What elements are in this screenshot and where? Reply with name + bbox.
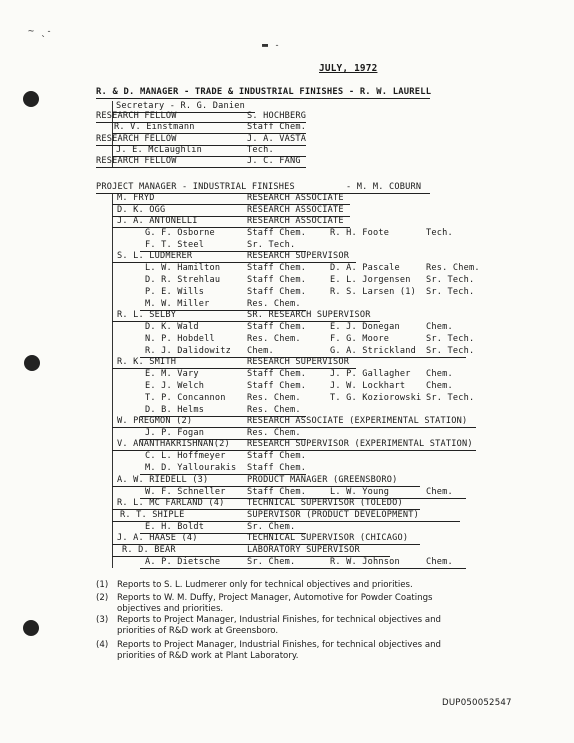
org-entry: T. G. Koziorowski	[330, 393, 422, 403]
org-entry: A. P. Dietsche	[145, 557, 221, 567]
org-entry: C. L. Hoffmeyer	[145, 451, 226, 461]
org-entry: J. C. FANG	[247, 156, 301, 166]
org-entry: G. F. Osborne	[145, 228, 215, 238]
org-entry: Chem.	[426, 487, 453, 497]
footnote-number: (1)	[96, 580, 109, 590]
org-entry: V. ANANTHAKRISHNAN(2)	[117, 439, 230, 449]
org-entry: Sr. Chem.	[247, 522, 296, 532]
org-entry: R. L. SELBY	[117, 310, 177, 320]
org-entry: P. E. Wills	[145, 287, 205, 297]
org-entry: R. H. Foote	[330, 228, 390, 238]
org-entry: E. L. Jorgensen	[330, 275, 411, 285]
org-entry: D. R. Strehlau	[145, 275, 221, 285]
org-entry: Chem.	[426, 381, 453, 391]
org-entry: M. W. Miller	[145, 299, 210, 309]
org-entry: M. FRYD	[117, 193, 155, 203]
org-entry: Res. Chem.	[247, 334, 301, 344]
org-entry: S. L. LUDMERER	[117, 251, 193, 261]
org-entry: Staff Chem.	[247, 122, 307, 132]
org-entry: L. W. Young	[330, 487, 390, 497]
manager-underline	[96, 98, 430, 99]
footnote-number: (4)	[96, 640, 109, 650]
org-entry: Sr. Tech.	[426, 334, 475, 344]
org-entry: RESEARCH SUPERVISOR	[247, 251, 350, 261]
footnote-number: (2)	[96, 593, 109, 603]
scan-mark-top-left: ~ ˎ˗	[28, 26, 53, 37]
org-entry: Sr. Tech.	[426, 275, 475, 285]
footnote-text: Reports to S. L. Ludmerer only for technical objectives and priorities.	[117, 580, 413, 590]
org-entry: Chem.	[426, 557, 453, 567]
org-entry: Res. Chem.	[247, 405, 301, 415]
org-entry: Staff Chem.	[247, 287, 307, 297]
org-entry: G. A. Strickland	[330, 346, 416, 356]
org-entry: RESEARCH SUPERVISOR (EXPERIMENTAL STATION)	[247, 439, 473, 449]
org-entry: Staff Chem.	[247, 487, 307, 497]
footnote-text: Reports to Project Manager, Industrial Finishes, for technical objectives and priorities of R&D work at Plant Laboratory.	[117, 640, 441, 661]
document-date: JULY, 1972	[319, 63, 378, 74]
org-entry: Staff Chem.	[247, 275, 307, 285]
org-entry: L. W. Hamilton	[145, 263, 221, 273]
org-entry: E. M. Vary	[145, 369, 199, 379]
org-entry: R. D. BEAR	[122, 545, 176, 555]
org-entry: R. J. Dalidowitz	[145, 346, 231, 356]
org-entry: J. A. ANTONELLI	[117, 216, 198, 226]
org-entry: Sr. Tech.	[247, 240, 296, 250]
org-entry: R. K. SMITH	[117, 357, 177, 367]
row-underline	[96, 167, 306, 168]
org-entry: PROJECT MANAGER - INDUSTRIAL FINISHES	[96, 182, 295, 192]
org-entry: W. F. Schneller	[145, 487, 226, 497]
org-entry: Sr. Tech.	[426, 393, 475, 403]
org-entry: D. K. Wald	[145, 322, 199, 332]
org-entry: Chem.	[426, 369, 453, 379]
org-entry: E. H. Boldt	[145, 522, 205, 532]
org-entry: Res. Chem.	[247, 299, 301, 309]
org-entry: RESEARCH SUPERVISOR	[247, 357, 350, 367]
org-entry: D. B. Helms	[145, 405, 205, 415]
org-entry: R. L. MC FARLAND (4)	[117, 498, 225, 508]
footnote-text: Reports to Project Manager, Industrial Finishes, for technical objectives and priorities of R&D work at Greensboro.	[117, 615, 441, 636]
org-entry: RESEARCH FELLOW	[96, 134, 177, 144]
org-entry: RESEARCH ASSOCIATE (EXPERIMENTAL STATION)	[247, 416, 468, 426]
org-entry: Res. Chem.	[247, 393, 301, 403]
org-entry: F. T. Steel	[145, 240, 205, 250]
org-entry: PRODUCT MANAGER (GREENSBORO)	[247, 475, 398, 485]
row-underline	[140, 568, 466, 569]
org-entry: Secretary - R. G. Danien	[116, 101, 245, 111]
org-entry: SUPERVISOR (PRODUCT DEVELOPMENT)	[247, 510, 419, 520]
org-entry: J. E. McLaughlin	[116, 145, 202, 155]
org-entry: Sr. Tech.	[426, 287, 475, 297]
org-entry: Res. Chem.	[426, 263, 480, 273]
org-entry: Sr. Tech.	[426, 346, 475, 356]
document-id: DUP050052547	[442, 698, 512, 708]
org-entry: E. J. Welch	[145, 381, 205, 391]
org-entry: D. A. Pascale	[330, 263, 400, 273]
org-entry: RESEARCH FELLOW	[96, 156, 177, 166]
org-entry: RESEARCH FELLOW	[96, 111, 177, 121]
org-entry: J. A. VASTA	[247, 134, 307, 144]
org-entry: Staff Chem.	[247, 263, 307, 273]
org-entry: E. J. Donegan	[330, 322, 400, 332]
org-entry: D. K. OGG	[117, 205, 166, 215]
org-entry: TECHNICAL SUPERVISOR (CHICAGO)	[247, 533, 409, 543]
org-entry: J. P. Fogan	[145, 428, 205, 438]
org-entry: J. A. HAASE (4)	[117, 533, 198, 543]
org-entry: RESEARCH ASSOCIATE	[247, 205, 344, 215]
org-entry: R. V. Einstmann	[114, 122, 195, 132]
org-entry: W. PREGMON (2)	[117, 416, 193, 426]
org-entry: Staff Chem.	[247, 322, 307, 332]
org-entry: N. P. Hobdell	[145, 334, 215, 344]
scan-mark-top-center: ▬ ˗	[262, 40, 281, 51]
punch-hole-bottom	[23, 620, 39, 636]
org-entry: Tech.	[426, 228, 453, 238]
org-entry: Chem.	[426, 322, 453, 332]
org-entry: Staff Chem.	[247, 228, 307, 238]
punch-hole-middle	[24, 355, 40, 371]
org-entry: R. W. Johnson	[330, 557, 400, 567]
org-entry: J. P. Gallagher	[330, 369, 411, 379]
org-entry: RESEARCH ASSOCIATE	[247, 193, 344, 203]
org-entry: Sr. Chem.	[247, 557, 296, 567]
org-entry: A. W. RIEDELL (3)	[117, 475, 209, 485]
manager-title: R. & D. MANAGER - TRADE & INDUSTRIAL FINISHES - R. W. LAURELL	[96, 87, 432, 97]
org-entry: F. G. Moore	[330, 334, 390, 344]
punch-hole-top	[23, 91, 39, 107]
org-entry: M. D. Yallourakis	[145, 463, 237, 473]
org-entry: T. P. Concannon	[145, 393, 226, 403]
org-entry: Tech.	[247, 145, 274, 155]
org-entry: R. S. Larsen (1)	[330, 287, 416, 297]
org-entry: Staff Chem.	[247, 451, 307, 461]
org-entry: Chem.	[247, 346, 274, 356]
org-entry: J. W. Lockhart	[330, 381, 406, 391]
org-entry: Staff Chem.	[247, 463, 307, 473]
org-entry: Staff Chem.	[247, 381, 307, 391]
org-connector-main	[112, 193, 113, 568]
org-entry: LABORATORY SUPERVISOR	[247, 545, 360, 555]
org-entry: SR. RESEARCH SUPERVISOR	[247, 310, 371, 320]
org-entry: Res. Chem.	[247, 428, 301, 438]
org-entry: - M. M. COBURN	[346, 182, 422, 192]
footnote-text: Reports to W. M. Duffy, Project Manager, Automotive for Powder Coatings objectives and priorities.	[117, 593, 433, 614]
org-entry: Staff Chem.	[247, 369, 307, 379]
org-entry: R. T. SHIPLE	[120, 510, 185, 520]
org-entry: TECHNICAL SUPERVISOR (TOLEDO)	[247, 498, 403, 508]
footnote-number: (3)	[96, 615, 109, 625]
org-entry: RESEARCH ASSOCIATE	[247, 216, 344, 226]
org-entry: S. HOCHBERG	[247, 111, 307, 121]
